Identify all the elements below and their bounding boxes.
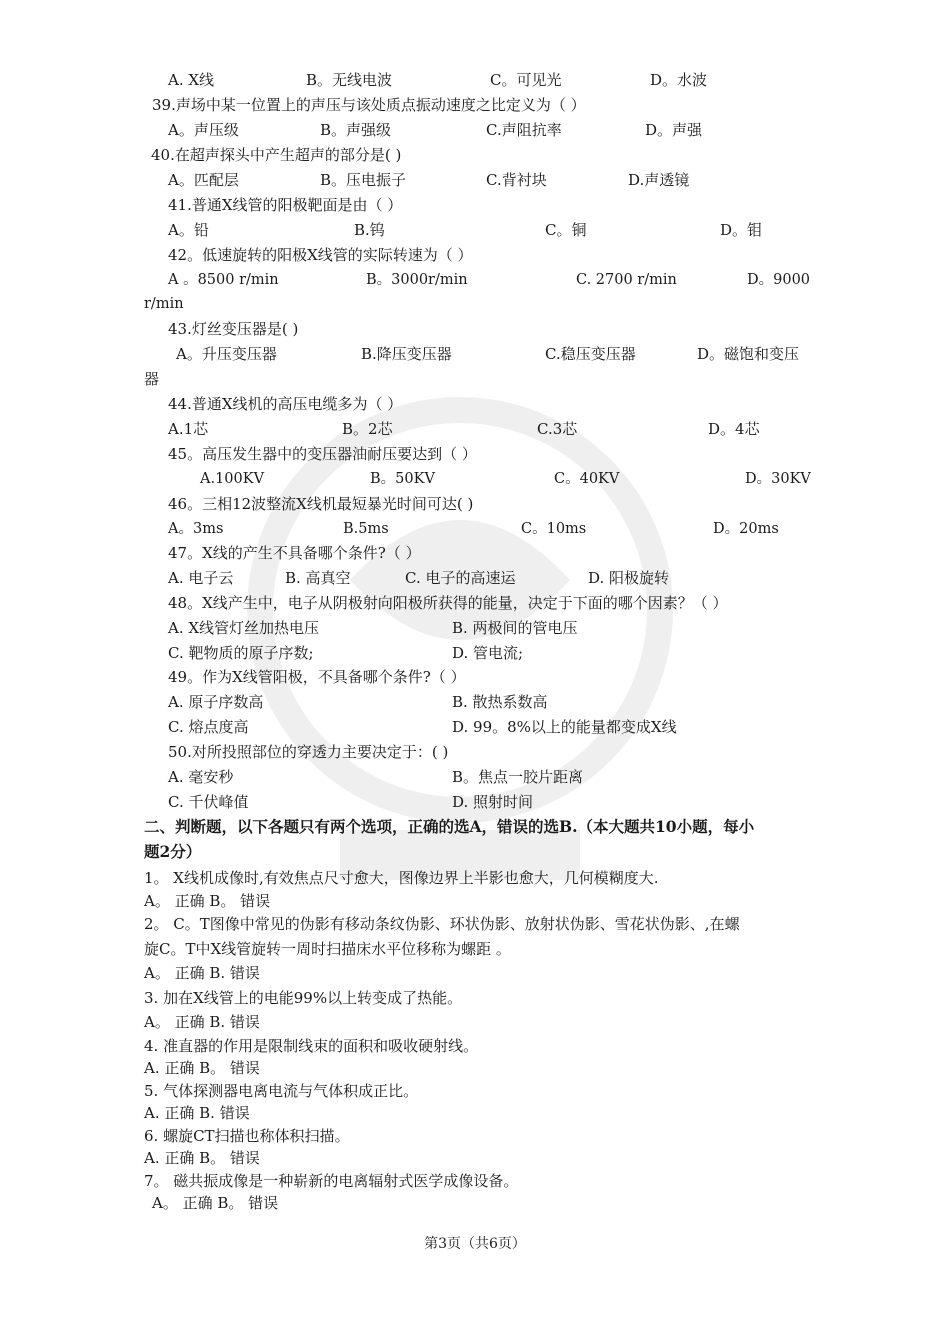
answer-option: D。声强	[645, 121, 703, 139]
text-line	[0, 641, 950, 665]
answer-option: A。升压变压器	[176, 345, 277, 363]
line-text: A. 正确 B。 错误	[144, 1059, 260, 1077]
text-line	[0, 467, 950, 491]
text-line	[0, 417, 950, 441]
line-text: A. 正确 B. 错误	[144, 1104, 250, 1122]
answer-option: C. 2700 r/min	[576, 272, 677, 288]
answer-option: B。声强级	[320, 121, 392, 139]
answer-option: A. 电子云	[168, 569, 234, 587]
answer-option: D。钼	[720, 221, 763, 239]
line-text: A。 正确 B. 错误	[144, 1013, 260, 1031]
answer-option: C. 熔点度高	[168, 718, 249, 736]
answer-option: C。10ms	[521, 521, 587, 537]
text-line	[0, 690, 950, 714]
answer-option: B。无线电波	[306, 71, 393, 89]
line-text: 41.普通X线管的阳极靶面是由（ ）	[168, 196, 403, 214]
line-text: 3. 加在X线管上的电能99%以上转变成了热能。	[144, 989, 463, 1007]
line-text: 2。 C。T图像中常见的伪影有移动条纹伪影、环状伪影、放射状伪影、雪花状伪影、,在螺	[144, 915, 740, 933]
answer-option: A. X线	[168, 71, 215, 89]
answer-option: A. 原子序数高	[168, 693, 264, 711]
answer-option: D。20ms	[713, 521, 779, 537]
answer-option: C. 靶物质的原子序数;	[168, 644, 314, 662]
line-text: A。 正确 B. 错误	[144, 964, 260, 982]
answer-option: D。水波	[650, 71, 708, 89]
text-line	[0, 243, 950, 267]
text-line	[0, 1101, 950, 1125]
line-text: 1。 X线机成像时,有效焦点尺寸愈大，图像边界上半影也愈大，几何模糊度大.	[144, 869, 659, 887]
answer-option: B.降压变压器	[361, 345, 452, 363]
text-line	[0, 986, 950, 1010]
answer-option: B。焦点一胶片距离	[452, 768, 584, 786]
answer-option: C。铜	[545, 221, 587, 239]
line-text: r/min	[144, 296, 184, 312]
answer-option: A.100KV	[200, 471, 265, 487]
text-line	[0, 1146, 950, 1170]
text-line	[0, 815, 950, 839]
text-line	[0, 1034, 950, 1058]
answer-option: B.5ms	[343, 521, 389, 537]
line-text: 7。 磁共振成像是一种崭新的电离辐射式医学成像设备。	[144, 1172, 519, 1190]
text-line	[0, 367, 950, 391]
answer-option: A。匹配层	[168, 171, 239, 189]
line-text: A。 正确 B。 错误	[152, 1194, 279, 1212]
answer-option: B。压电振子	[320, 171, 407, 189]
answer-option: D. 99。8%以上的能量都变成X线	[452, 718, 677, 736]
text-line	[0, 1079, 950, 1103]
answer-option: D.声透镜	[628, 171, 690, 189]
text-line	[0, 840, 950, 864]
text-line	[0, 912, 950, 936]
text-line	[0, 143, 950, 167]
answer-option: A。声压级	[168, 121, 239, 139]
answer-option: D。30KV	[745, 471, 811, 487]
answer-option: C。40KV	[554, 471, 620, 487]
answer-option: B。3000r/min	[366, 272, 468, 288]
text-line	[0, 442, 950, 466]
line-text: 5. 气体探测器电离电流与气体积成正比。	[144, 1082, 419, 1100]
line-text: 40.在超声探头中产生超声的部分是( )	[151, 146, 402, 164]
answer-option: B. 两极间的管电压	[452, 619, 578, 637]
text-line	[0, 937, 950, 961]
text-line	[0, 193, 950, 217]
answer-option: A. 毫安秒	[168, 768, 234, 786]
text-line	[0, 866, 950, 890]
text-line	[0, 68, 950, 92]
text-line	[0, 715, 950, 739]
answer-option: A。铅	[168, 221, 209, 239]
answer-option: C。可见光	[490, 71, 562, 89]
line-text: 44.普通X线机的高压电缆多为（ ）	[168, 395, 403, 413]
text-line	[0, 218, 950, 242]
text-line	[0, 1124, 950, 1148]
line-text: 二、判断题，以下各题只有两个选项，正确的选A，错误的选B.（本大题共10小题，每小	[144, 817, 755, 836]
line-text: 器	[144, 370, 160, 388]
answer-option: B。2芯	[342, 420, 393, 438]
answer-option: C. 电子的高速运	[405, 569, 516, 587]
line-text: 42。低速旋转的阳极X线管的实际转速为（ ）	[168, 246, 473, 264]
text-line	[0, 1191, 950, 1215]
answer-option: D。9000	[747, 272, 811, 288]
text-line	[0, 118, 950, 142]
answer-option: A。3ms	[168, 521, 224, 537]
text-line	[0, 342, 950, 366]
text-line	[0, 961, 950, 985]
answer-option: A. X线管灯丝加热电压	[168, 619, 320, 637]
line-text: 45。高压发生器中的变压器油耐压要达到（ ）	[168, 445, 477, 463]
text-line	[0, 93, 950, 117]
text-line	[0, 665, 950, 689]
answer-option: B.钨	[354, 221, 385, 239]
text-line	[0, 566, 950, 590]
line-text: 6. 螺旋CT扫描也称体积扫描。	[144, 1127, 350, 1145]
text-line	[0, 292, 950, 316]
text-line	[0, 168, 950, 192]
answer-option: D。磁饱和变压	[697, 345, 800, 363]
text-line	[0, 268, 950, 292]
answer-option: D. 照射时间	[452, 793, 534, 811]
answer-option: C.3芯	[537, 420, 578, 438]
answer-option: C.背衬块	[486, 171, 547, 189]
line-text: A. 正确 B。 错误	[144, 1149, 260, 1167]
text-line	[0, 1010, 950, 1034]
answer-option: A 。8500 r/min	[168, 272, 279, 288]
answer-option: B. 高真空	[285, 569, 351, 587]
line-text: 39.声场中某一位置上的声压与该处质点振动速度之比定义为（ ）	[152, 96, 586, 114]
page-footer: 第3页（共6页）	[424, 1236, 526, 1252]
text-line	[0, 616, 950, 640]
text-line	[0, 1169, 950, 1193]
answer-option: D. 阳极旋转	[588, 569, 670, 587]
answer-option: B. 散热系数高	[452, 693, 548, 711]
line-text: 题2分）	[144, 842, 202, 861]
text-line	[0, 1056, 950, 1080]
answer-option: C.稳压变压器	[545, 345, 636, 363]
text-line	[0, 591, 950, 615]
line-text: 50.对所投照部位的穿透力主要决定于：( )	[168, 743, 449, 761]
text-line	[0, 492, 950, 516]
text-line	[0, 392, 950, 416]
answer-option: D. 管电流;	[452, 644, 524, 662]
answer-option: B。50KV	[370, 471, 435, 487]
answer-option: C. 千伏峰值	[168, 793, 249, 811]
line-text: 旋C。T中X线管旋转一周时扫描床水平位移称为螺距 。	[144, 940, 511, 958]
line-text: 4. 准直器的作用是限制线束的面积和吸收硬射线。	[144, 1037, 479, 1055]
answer-option: C.声阻抗率	[486, 121, 562, 139]
text-line	[0, 790, 950, 814]
line-text: 48。X线产生中，电子从阴极射向阳极所获得的能量，决定于下面的哪个因素？（ ）	[168, 594, 728, 612]
line-text: 43.灯丝变压器是( )	[168, 320, 299, 338]
text-line	[0, 541, 950, 565]
text-line	[0, 765, 950, 789]
line-text: A。 正确 B。 错误	[144, 892, 271, 910]
text-line	[0, 317, 950, 341]
line-text: 49。作为X线管阳极，不具备哪个条件?（ ）	[168, 668, 466, 686]
text-line	[0, 740, 950, 764]
text-line	[0, 889, 950, 913]
answer-option: D。4芯	[708, 420, 760, 438]
answer-option: A.1芯	[168, 420, 209, 438]
text-line	[0, 517, 950, 541]
line-text: 47。X线的产生不具备哪个条件?（ ）	[168, 544, 421, 562]
line-text: 46。三相12波整流X线机最短暴光时间可达( )	[168, 495, 474, 513]
